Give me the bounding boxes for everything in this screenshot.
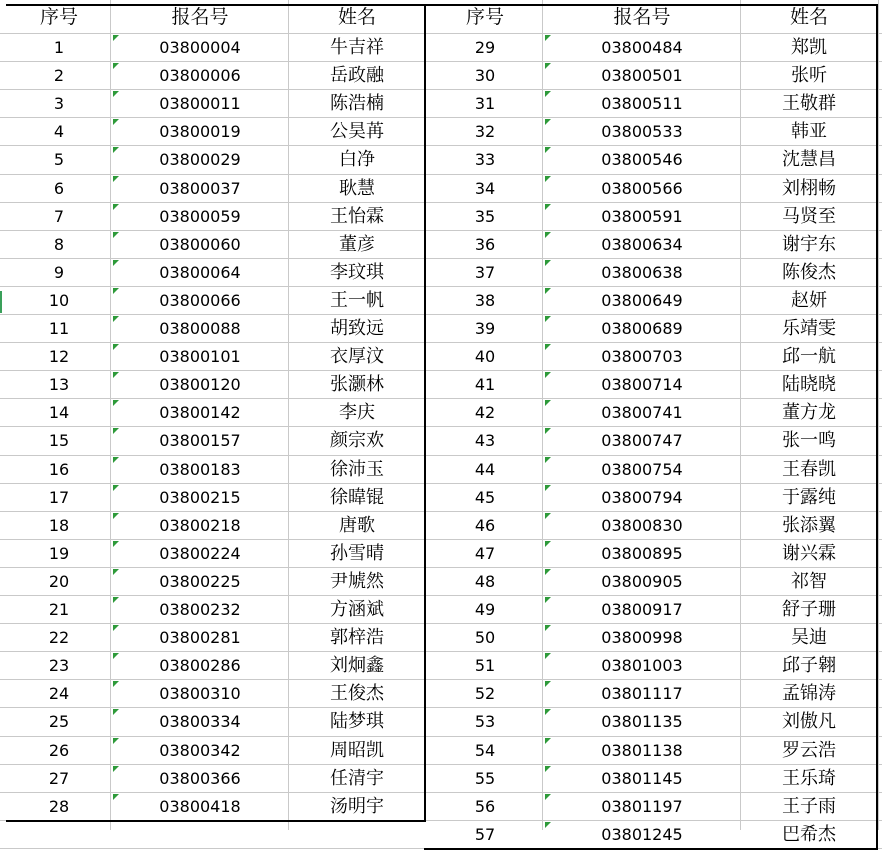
right-cell-name[interactable]: 乐靖雯 [782,318,836,339]
left-cell-name[interactable]: 牛吉祥 [330,37,384,58]
gridline-col [110,0,111,830]
header-left-seq[interactable]: 序号 [39,6,78,28]
gridline-row [0,314,882,315]
right-cell-reg[interactable]: 03800546 [601,150,683,169]
text-format-indicator-icon [545,738,551,744]
right-cell-seq[interactable]: 30 [474,66,496,85]
left-cell-seq[interactable]: 6 [53,179,65,198]
right-cell-reg[interactable]: 03800794 [601,488,683,507]
left-cell-name[interactable]: 衣厚汶 [330,346,384,367]
left-cell-name[interactable]: 张灏林 [330,374,384,395]
left-cell-seq[interactable]: 18 [48,516,70,535]
left-table-bottom-border [6,820,426,822]
left-cell-reg[interactable]: 03800004 [159,38,241,57]
left-cell-seq[interactable]: 25 [48,712,70,731]
right-cell-name[interactable]: 张一鸣 [782,430,836,451]
left-cell-reg[interactable]: 03800060 [159,235,241,254]
right-cell-seq[interactable]: 56 [474,797,496,816]
right-table-top-border [424,4,878,6]
gridline-col [542,0,543,830]
left-cell-reg[interactable]: 03800418 [159,797,241,816]
text-format-indicator-icon [545,766,551,772]
text-format-indicator-icon [545,597,551,603]
right-cell-name[interactable]: 邱一航 [782,346,836,367]
gridline-row [0,342,882,343]
left-cell-reg[interactable]: 03800225 [159,572,241,591]
right-cell-reg[interactable]: 03800917 [601,600,683,619]
text-format-indicator-icon [113,204,119,210]
right-cell-reg[interactable]: 03800714 [601,375,683,394]
gridline-row [0,764,882,765]
text-format-indicator-icon [545,288,551,294]
left-cell-name[interactable]: 方涵斌 [330,599,384,620]
left-cell-seq[interactable]: 10 [48,291,70,310]
left-cell-name[interactable]: 耿慧 [339,178,375,199]
right-cell-seq[interactable]: 52 [474,684,496,703]
left-cell-name[interactable]: 尹虓然 [330,571,384,592]
right-cell-seq[interactable]: 45 [474,488,496,507]
right-cell-reg[interactable]: 03800830 [601,516,683,535]
right-cell-seq[interactable]: 47 [474,544,496,563]
gridline-row [0,89,882,90]
left-cell-seq[interactable]: 13 [48,375,70,394]
right-cell-name[interactable]: 赵妍 [791,290,827,311]
text-format-indicator-icon [545,513,551,519]
text-format-indicator-icon [545,372,551,378]
right-cell-seq[interactable]: 50 [474,628,496,647]
text-format-indicator-icon [545,63,551,69]
text-format-indicator-icon [113,288,119,294]
text-format-indicator-icon [545,316,551,322]
right-cell-reg[interactable]: 03800638 [601,263,683,282]
left-cell-seq[interactable]: 7 [53,207,65,226]
right-cell-seq[interactable]: 51 [474,656,496,675]
gridline-col [288,0,289,830]
left-cell-name[interactable]: 孙雪晴 [330,543,384,564]
text-format-indicator-icon [545,344,551,350]
right-cell-name[interactable]: 张听 [791,65,827,86]
text-format-indicator-icon [113,232,119,238]
right-cell-name[interactable]: 祁智 [791,571,827,592]
text-format-indicator-icon [545,260,551,266]
left-cell-reg[interactable]: 03800064 [159,263,241,282]
text-format-indicator-icon [113,260,119,266]
left-cell-reg[interactable]: 03800232 [159,600,241,619]
right-cell-name[interactable]: 王春凯 [782,459,836,480]
text-format-indicator-icon [545,625,551,631]
right-cell-name[interactable]: 董方龙 [782,402,836,423]
text-format-indicator-icon [113,457,119,463]
gridline-row [0,230,882,231]
gridline-row [0,707,882,708]
right-cell-seq[interactable]: 42 [474,403,496,422]
left-cell-name[interactable]: 王怡霖 [330,206,384,227]
right-cell-seq[interactable]: 46 [474,516,496,535]
text-format-indicator-icon [113,119,119,125]
left-cell-reg[interactable]: 03800037 [159,179,241,198]
text-format-indicator-icon [545,794,551,800]
left-cell-name[interactable]: 郭梓浩 [330,627,384,648]
left-cell-reg[interactable]: 03800215 [159,488,241,507]
right-cell-name[interactable]: 王子雨 [782,796,836,817]
left-cell-reg[interactable]: 03800101 [159,347,241,366]
left-cell-seq[interactable]: 3 [53,94,65,113]
right-cell-name[interactable]: 舒子珊 [782,599,836,620]
left-cell-name[interactable]: 公昊苒 [330,121,384,142]
right-cell-seq[interactable]: 39 [474,319,496,338]
right-cell-reg[interactable]: 03801138 [601,741,683,760]
text-format-indicator-icon [113,316,119,322]
right-cell-name[interactable]: 韩亚 [791,121,827,142]
left-cell-reg[interactable]: 03800218 [159,516,241,535]
left-cell-seq[interactable]: 24 [48,684,70,703]
text-format-indicator-icon [545,400,551,406]
right-table-right-border [876,4,878,850]
right-cell-name[interactable]: 马贤至 [782,206,836,227]
text-format-indicator-icon [113,400,119,406]
right-cell-seq[interactable]: 40 [474,347,496,366]
text-format-indicator-icon [113,428,119,434]
right-cell-name[interactable]: 刘傲凡 [782,711,836,732]
left-cell-seq[interactable]: 21 [48,600,70,619]
gridline-row [0,736,882,737]
left-cell-reg[interactable]: 03800224 [159,544,241,563]
right-cell-name[interactable]: 陈俊杰 [782,262,836,283]
left-cell-name[interactable]: 王俊杰 [330,683,384,704]
left-cell-seq[interactable]: 28 [48,797,70,816]
right-cell-reg[interactable]: 03801117 [601,684,683,703]
right-cell-seq[interactable]: 38 [474,291,496,310]
left-cell-seq[interactable]: 8 [53,235,65,254]
text-format-indicator-icon [545,232,551,238]
row-selection-marker [0,291,2,313]
left-cell-seq[interactable]: 1 [53,38,65,57]
gridline-row [0,398,882,399]
right-cell-reg[interactable]: 03800998 [601,628,683,647]
right-cell-name[interactable]: 谢宇东 [782,234,836,255]
gridline-row [0,595,882,596]
left-cell-name[interactable]: 陈浩楠 [330,93,384,114]
left-cell-name[interactable]: 颜宗欢 [330,430,384,451]
right-cell-name[interactable]: 谢兴霖 [782,543,836,564]
right-cell-reg[interactable]: 03800703 [601,347,683,366]
gridline-row [0,511,882,512]
left-cell-reg[interactable]: 03800120 [159,375,241,394]
right-cell-name[interactable]: 孟锦涛 [782,683,836,704]
right-cell-reg[interactable]: 03801135 [601,712,683,731]
left-cell-reg[interactable]: 03800157 [159,431,241,450]
right-cell-seq[interactable]: 43 [474,431,496,450]
left-cell-reg[interactable]: 03800029 [159,150,241,169]
right-cell-seq[interactable]: 53 [474,712,496,731]
gridline-row [0,202,882,203]
left-cell-reg[interactable]: 03800088 [159,319,241,338]
right-cell-seq[interactable]: 31 [474,94,496,113]
right-cell-reg[interactable]: 03800511 [601,94,683,113]
text-format-indicator-icon [113,569,119,575]
left-cell-seq[interactable]: 5 [53,150,65,169]
header-right-seq[interactable]: 序号 [465,6,504,28]
right-cell-reg[interactable]: 03800591 [601,207,683,226]
left-cell-reg[interactable]: 03800183 [159,460,241,479]
text-format-indicator-icon [545,681,551,687]
header-right-name[interactable]: 姓名 [789,6,828,28]
text-format-indicator-icon [113,625,119,631]
left-cell-reg[interactable]: 03800142 [159,403,241,422]
right-cell-seq[interactable]: 54 [474,741,496,760]
header-left-reg[interactable]: 报名号 [171,6,229,28]
right-cell-name[interactable]: 吴迪 [791,627,827,648]
right-cell-name[interactable]: 张添翼 [782,515,836,536]
right-cell-reg[interactable]: 03800501 [601,66,683,85]
left-cell-name[interactable]: 徐沛玉 [330,459,384,480]
right-cell-reg[interactable]: 03801145 [601,769,683,788]
text-format-indicator-icon [545,35,551,41]
right-cell-reg[interactable]: 03800741 [601,403,683,422]
left-cell-reg[interactable]: 03800066 [159,291,241,310]
left-cell-name[interactable]: 王一帆 [330,290,384,311]
left-cell-name[interactable]: 董彦 [339,234,375,255]
gridline-row [0,792,882,793]
left-cell-seq[interactable]: 15 [48,431,70,450]
text-format-indicator-icon [545,822,551,828]
text-format-indicator-icon [545,541,551,547]
text-format-indicator-icon [113,766,119,772]
left-cell-name[interactable]: 岳政融 [330,65,384,86]
right-cell-seq[interactable]: 36 [474,235,496,254]
left-cell-reg[interactable]: 03800334 [159,712,241,731]
text-format-indicator-icon [545,147,551,153]
text-format-indicator-icon [113,147,119,153]
gridline-row [0,483,882,484]
right-cell-name[interactable]: 于露纯 [782,487,836,508]
right-cell-reg[interactable]: 03800634 [601,235,683,254]
left-cell-reg[interactable]: 03800006 [159,66,241,85]
text-format-indicator-icon [113,541,119,547]
left-cell-name[interactable]: 汤明宇 [330,796,384,817]
right-cell-seq[interactable]: 29 [474,38,496,57]
left-cell-seq[interactable]: 14 [48,403,70,422]
right-cell-reg[interactable]: 03800905 [601,572,683,591]
left-cell-seq[interactable]: 16 [48,460,70,479]
left-cell-seq[interactable]: 12 [48,347,70,366]
left-cell-name[interactable]: 白净 [339,149,375,170]
right-cell-reg[interactable]: 03801197 [601,797,683,816]
text-format-indicator-icon [113,513,119,519]
text-format-indicator-icon [113,63,119,69]
right-cell-name[interactable]: 王敬群 [782,93,836,114]
right-cell-seq[interactable]: 48 [474,572,496,591]
text-format-indicator-icon [545,709,551,715]
text-format-indicator-icon [545,204,551,210]
right-cell-reg[interactable]: 03800533 [601,122,683,141]
left-cell-reg[interactable]: 03800286 [159,656,241,675]
gridline-row [0,61,882,62]
text-format-indicator-icon [545,485,551,491]
right-cell-name[interactable]: 邱子翱 [782,655,836,676]
text-format-indicator-icon [545,176,551,182]
left-cell-reg[interactable]: 03800342 [159,741,241,760]
text-format-indicator-icon [113,485,119,491]
text-format-indicator-icon [545,457,551,463]
text-format-indicator-icon [113,681,119,687]
left-table-divider [424,4,426,820]
right-cell-reg[interactable]: 03800689 [601,319,683,338]
left-cell-seq[interactable]: 23 [48,656,70,675]
right-cell-name[interactable]: 王乐琦 [782,768,836,789]
left-cell-seq[interactable]: 26 [48,741,70,760]
right-cell-seq[interactable]: 44 [474,460,496,479]
left-cell-name[interactable]: 唐歌 [339,515,375,536]
text-format-indicator-icon [545,653,551,659]
text-format-indicator-icon [113,35,119,41]
text-format-indicator-icon [113,738,119,744]
right-cell-seq[interactable]: 57 [474,825,496,844]
gridline-row [0,258,882,259]
left-cell-seq[interactable]: 4 [53,122,65,141]
text-format-indicator-icon [113,653,119,659]
left-cell-name[interactable]: 刘炯鑫 [330,655,384,676]
text-format-indicator-icon [113,344,119,350]
left-table-top-border [6,4,426,6]
left-cell-reg[interactable]: 03800310 [159,684,241,703]
left-cell-seq[interactable]: 19 [48,544,70,563]
gridline-row [0,286,882,287]
header-left-name[interactable]: 姓名 [337,6,376,28]
right-cell-reg[interactable]: 03800747 [601,431,683,450]
left-cell-reg[interactable]: 03800059 [159,207,241,226]
right-cell-name[interactable]: 罗云浩 [782,740,836,761]
left-cell-seq[interactable]: 22 [48,628,70,647]
right-cell-reg[interactable]: 03800566 [601,179,683,198]
left-cell-name[interactable]: 徐暐锟 [330,487,384,508]
gridline-row [0,426,882,427]
gridline-row [0,623,882,624]
left-cell-seq[interactable]: 11 [48,319,70,338]
right-cell-reg[interactable]: 03801003 [601,656,683,675]
left-cell-name[interactable]: 胡致远 [330,318,384,339]
left-cell-seq[interactable]: 2 [53,66,65,85]
right-cell-seq[interactable]: 33 [474,150,496,169]
text-format-indicator-icon [113,176,119,182]
right-cell-name[interactable]: 郑凯 [791,37,827,58]
text-format-indicator-icon [545,119,551,125]
gridline-row [0,117,882,118]
right-cell-reg[interactable]: 03800484 [601,38,683,57]
gridline-row [0,370,882,371]
left-cell-reg[interactable]: 03800019 [159,122,241,141]
left-cell-name[interactable]: 陆梦琪 [330,711,384,732]
text-format-indicator-icon [113,597,119,603]
right-cell-reg[interactable]: 03800649 [601,291,683,310]
right-cell-name[interactable]: 沈慧昌 [782,149,836,170]
text-format-indicator-icon [545,428,551,434]
gridline-row [0,33,882,34]
right-cell-seq[interactable]: 49 [474,600,496,619]
right-cell-name[interactable]: 刘栩畅 [782,178,836,199]
right-cell-seq[interactable]: 41 [474,375,496,394]
header-right-reg[interactable]: 报名号 [613,6,671,28]
gridline-col [878,0,879,830]
right-cell-seq[interactable]: 55 [474,769,496,788]
right-cell-name[interactable]: 陆晓晓 [782,374,836,395]
gridline-row [0,174,882,175]
left-cell-reg[interactable]: 03800366 [159,769,241,788]
left-cell-seq[interactable]: 27 [48,769,70,788]
right-cell-reg[interactable]: 03800754 [601,460,683,479]
gridline-row [0,145,882,146]
left-cell-seq[interactable]: 17 [48,488,70,507]
left-cell-name[interactable]: 李庆 [339,402,375,423]
gridline-row [0,567,882,568]
gridline-row [0,539,882,540]
gridline-row [0,679,882,680]
left-cell-seq[interactable]: 9 [53,263,65,282]
left-cell-seq[interactable]: 20 [48,572,70,591]
left-cell-reg[interactable]: 03800281 [159,628,241,647]
right-cell-reg[interactable]: 03800895 [601,544,683,563]
right-cell-seq[interactable]: 35 [474,207,496,226]
left-cell-name[interactable]: 李玟琪 [330,262,384,283]
left-cell-reg[interactable]: 03800011 [159,94,241,113]
gridline-col [740,0,741,830]
right-cell-name[interactable]: 巴希杰 [782,824,836,845]
text-format-indicator-icon [113,794,119,800]
text-format-indicator-icon [545,569,551,575]
right-cell-seq[interactable]: 37 [474,263,496,282]
text-format-indicator-icon [113,91,119,97]
text-format-indicator-icon [113,709,119,715]
right-cell-seq[interactable]: 34 [474,179,496,198]
left-cell-name[interactable]: 周昭凯 [330,740,384,761]
left-cell-name[interactable]: 任清宇 [330,768,384,789]
right-cell-reg[interactable]: 03801245 [601,825,683,844]
text-format-indicator-icon [113,372,119,378]
gridline-row [0,455,882,456]
gridline-row [0,651,882,652]
right-cell-seq[interactable]: 32 [474,122,496,141]
text-format-indicator-icon [545,91,551,97]
